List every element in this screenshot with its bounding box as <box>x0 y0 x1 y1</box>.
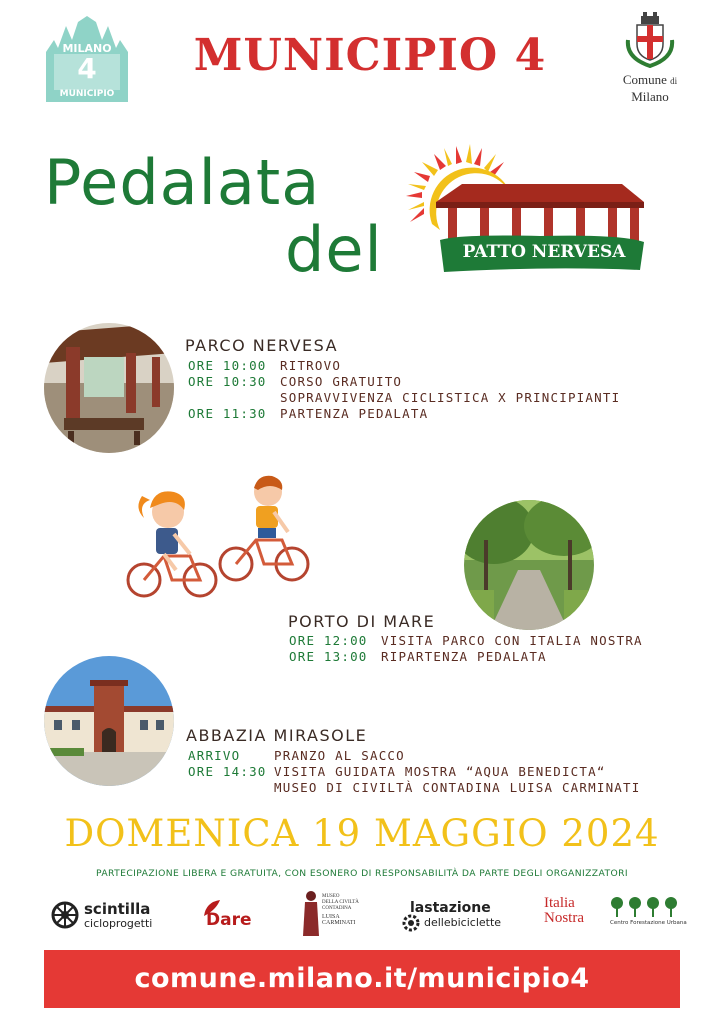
la-stazione-delle-biciclette-logo <box>402 900 512 934</box>
website-link[interactable]: comune.milano.it/municipio4 <box>44 950 680 1008</box>
woman-figure-icon <box>302 890 320 938</box>
schedule-desc: PRANZO AL SACCO <box>274 748 405 763</box>
schedule-desc: PARTENZA PEDALATA <box>280 406 429 421</box>
schedule-time <box>188 780 274 796</box>
schedule-row <box>289 633 643 649</box>
patto-badge-text: PATTO NERVESA <box>462 242 626 262</box>
scintilla-sub: cicloprogetti <box>84 917 153 930</box>
participation-note: PARTECIPAZIONE LIBERA E GRATUITA, CON ESONERO DI RESPONSABILITÀ DA PARTE DEGLI ORGANIZZATORI <box>96 868 628 879</box>
event-title-line2: del <box>285 213 383 286</box>
comune-line2: Milano <box>631 89 669 104</box>
schedule-time: ORE 12:00 <box>289 633 368 648</box>
schedule-row <box>188 780 640 796</box>
logo-milano-text: MILANO <box>62 42 112 55</box>
stop-schedule-parco-nervesa <box>188 358 620 422</box>
schedule-time: ORE 10:30 <box>188 374 267 389</box>
schedule-row <box>289 649 643 665</box>
italia-nostra-name-1: Italia <box>544 895 575 911</box>
municipio4-logo <box>44 14 130 102</box>
coat-of-arms-icon <box>622 12 678 68</box>
dare-name: Dare <box>206 910 252 930</box>
stazione-sub: dellebiciclette <box>424 916 502 929</box>
parco-nervesa-photo <box>44 323 174 453</box>
schedule-time: ARRIVO <box>188 748 241 763</box>
stop-title-porto-di-mare: PORTO DI MARE <box>288 612 436 631</box>
schedule-row <box>188 358 620 374</box>
schedule-desc: RITROVO <box>280 358 342 373</box>
bike-gear-icon <box>402 914 420 932</box>
italia-nostra-name-2: Nostra <box>544 910 584 926</box>
italia-nostra-logo <box>544 895 687 936</box>
logo-number: 4 <box>77 52 97 85</box>
stop-title-parco-nervesa: PARCO NERVESA <box>185 336 339 355</box>
museo-text: MUSEO DELLA CIVILTÀ CONTADINA LUISA CARMINATI <box>322 894 359 926</box>
schedule-time <box>188 390 280 406</box>
dare-logo <box>202 898 262 934</box>
comune-milano-logo <box>614 12 686 108</box>
italia-nostra-sub: Centro Forestazione Urbana <box>610 920 687 926</box>
schedule-time: ORE 13:00 <box>289 649 368 664</box>
schedule-desc: MUSEO DI CIVILTÀ CONTADINA LUISA CARMINATI <box>274 780 641 795</box>
schedule-time: ORE 10:00 <box>188 358 267 373</box>
porto-di-mare-photo <box>464 500 594 630</box>
event-date: DOMENICA 19 MAGGIO 2024 <box>64 812 660 855</box>
schedule-row <box>188 374 620 390</box>
schedule-desc: VISITA PARCO CON ITALIA NOSTRA <box>381 633 643 648</box>
schedule-desc: CORSO GRATUITO <box>280 374 403 389</box>
schedule-desc: SOPRAVVIVENZA CICLISTICA X PRINCIPIANTI <box>280 390 621 405</box>
schedule-row <box>188 390 620 406</box>
schedule-time: ORE 11:30 <box>188 406 267 421</box>
kids-cycling-illustration <box>124 474 314 604</box>
museo-carminati-logo <box>302 890 366 938</box>
page-title: MUNICIPIO 4 <box>193 30 547 81</box>
scintilla-name: scintilla <box>84 900 151 918</box>
trees-icon <box>610 896 680 918</box>
stop-schedule-abbazia-mirasole <box>188 748 640 796</box>
stop-schedule-porto-di-mare <box>289 633 643 665</box>
schedule-row <box>188 764 640 780</box>
logo-municipio-text: MUNICIPIO <box>59 89 115 99</box>
comune-line1: Comune di <box>622 72 678 87</box>
partner-logos <box>40 890 690 940</box>
schedule-row <box>188 748 640 764</box>
gear-icon <box>50 900 80 930</box>
stop-title-abbazia-mirasole: ABBAZIA MIRASOLE <box>186 726 368 745</box>
schedule-desc: VISITA GUIDATA MOSTRA “AQUA BENEDICTA“ <box>274 764 606 779</box>
schedule-desc: RIPARTENZA PEDALATA <box>381 649 547 664</box>
stazione-name: lastazione <box>410 900 491 916</box>
event-title-line1: Pedalata <box>44 146 321 219</box>
schedule-row <box>188 406 620 422</box>
schedule-time: ORE 14:30 <box>188 764 267 779</box>
abbazia-mirasole-photo <box>44 656 174 786</box>
patto-nervesa-logo <box>400 136 650 276</box>
scintilla-logo <box>50 900 170 934</box>
